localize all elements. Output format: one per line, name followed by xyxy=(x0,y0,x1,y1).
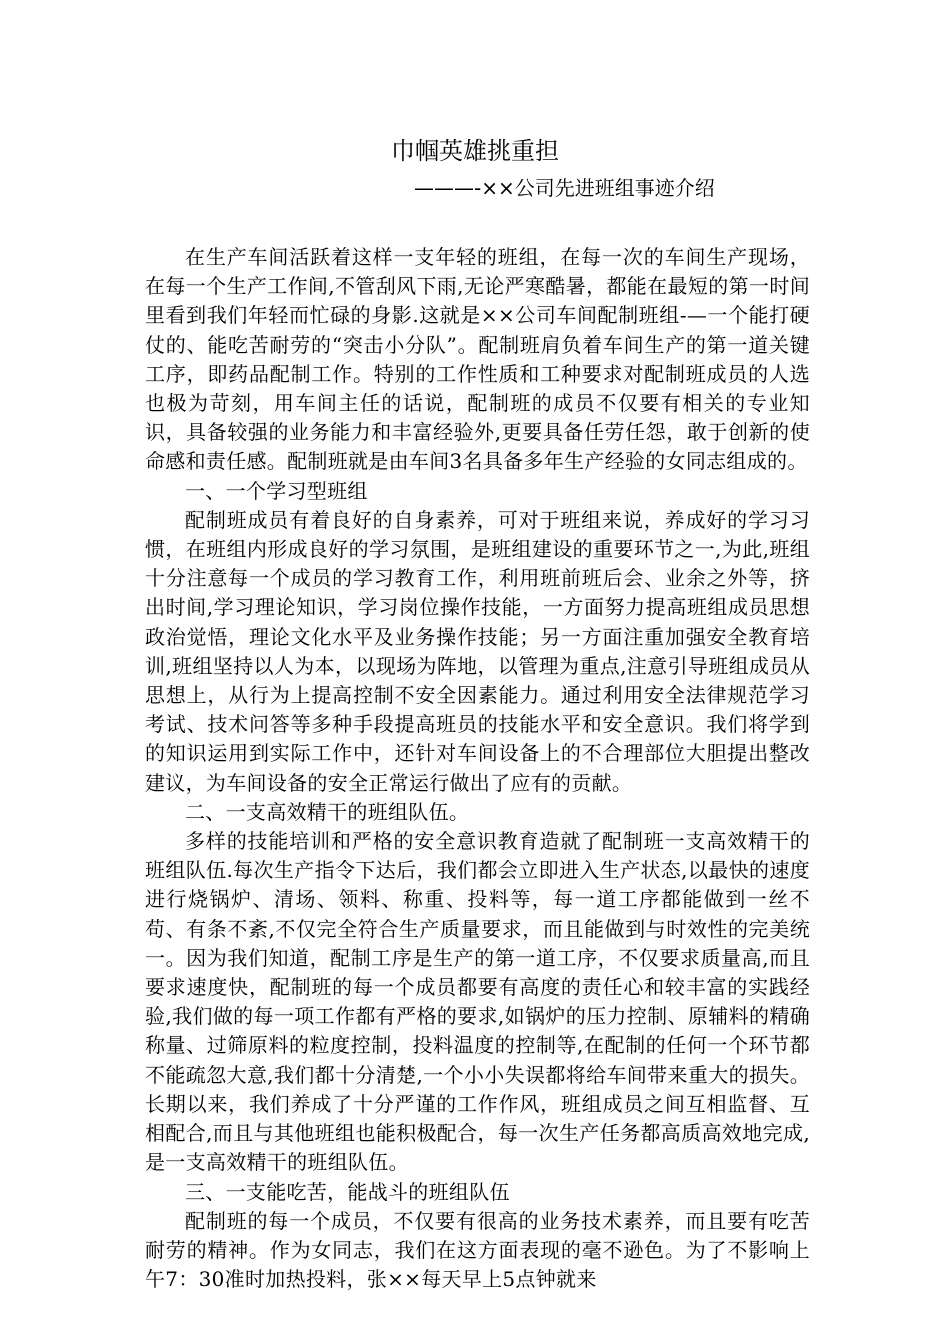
paragraph-section-1: 配制班成员有着良好的自身素养，可对于班组来说，养成好的学习习惯，在班组内形成良好的学习氛围，是班组建设的重要环节之一,为此,班组十分注意每一个成员的学习教育工作，利用班前班后会、业余之外等，挤出时间,学习理论知识，学习岗位操作技能，一方面努力提高班组成员思想政治觉悟，理论文化水平及业务操作技能；另一方面注重加强安全教育培训,班组坚持以人为本，以现场为阵地，以管理为重点,注意引导班组成员从思想上，从行为上提高控制不安全因素能力。通过利用安全法律规范学习考试、技术问答等多种手段提高班员的技能水平和安全意识。我们将学到的知识运用到实际工作中，还针对车间设备上的不合理部位大胆提出整改建议，为车间设备的安全正常运行做出了应有的贡献。 xyxy=(145,507,810,795)
section-heading-2: 二、一支高效精干的班组队伍。 xyxy=(185,799,470,824)
document-body xyxy=(145,243,810,1294)
section-heading-3: 三、一支能吃苦，能战斗的班组队伍 xyxy=(185,1179,510,1204)
paragraph-intro: 在生产车间活跃着这样一支年轻的班组，在每一次的车间生产现场，在每一个生产工作间,不管刮风下雨,无论严寒酷暑，都能在最短的第一时间里看到我们年轻而忙碌的身影.这就是××公司车间配制班组-—一个能打硬仗的、能吃苦耐劳的“突击小分队”。配制班肩负着车间生产的第一道关键工序，即药品配制工作。特别的工作性质和工种要求对配制班成员的人选也极为苛刻，用车间主任的话说，配制班的成员不仅要有相关的专业知识，具备较强的业务能力和丰富经验外,更要具备任劳任怨，敢于创新的使命感和责任感。配制班就是由车间3名具备多年生产经验的女同志组成的。 xyxy=(145,245,810,474)
paragraph-section-3: 配制班的每一个成员，不仅要有很高的业务技术素养，而且要有吃苦耐劳的精神。作为女同志，我们在这方面表现的毫不逊色。为了不影响上午7：30准时加热投料，张××每天早上5点钟就来 xyxy=(145,1208,810,1292)
document-title: 巾帼英雄挑重担 xyxy=(391,137,559,165)
section-heading-1: 一、一个学习型班组 xyxy=(185,478,368,503)
document-subtitle: ———-××公司先进班组事迹介绍 xyxy=(414,176,715,200)
paragraph-section-2: 多样的技能培训和严格的安全意识教育造就了配制班一支高效精干的班组队伍.每次生产指令下达后，我们都会立即进入生产状态,以最快的速度进行烧锅炉、清场、领料、称重、投料等，每一道工序都能做到一丝不苟、有条不紊,不仅完全符合生产质量要求，而且能做到与时效性的完美统一。因为我们知道，配制工序是生产的第一道工序，不仅要求质量高,而且要求速度快，配制班的每一个成员都要有高度的责任心和较丰富的实践经验,我们做的每一项工作都有严格的要求,如锅炉的压力控制、原辅料的精确称量、过筛原料的粒度控制，投料温度的控制等,在配制的任何一个环节都不能疏忽大意,我们都十分清楚,一个小小失误都将给车间带来重大的损失。长期以来，我们养成了十分严谨的工作作风，班组成员之间互相监督、互相配合,而且与其他班组也能积极配合，每一次生产任务都高质高效地完成,是一支高效精干的班组队伍。 xyxy=(145,829,810,1175)
